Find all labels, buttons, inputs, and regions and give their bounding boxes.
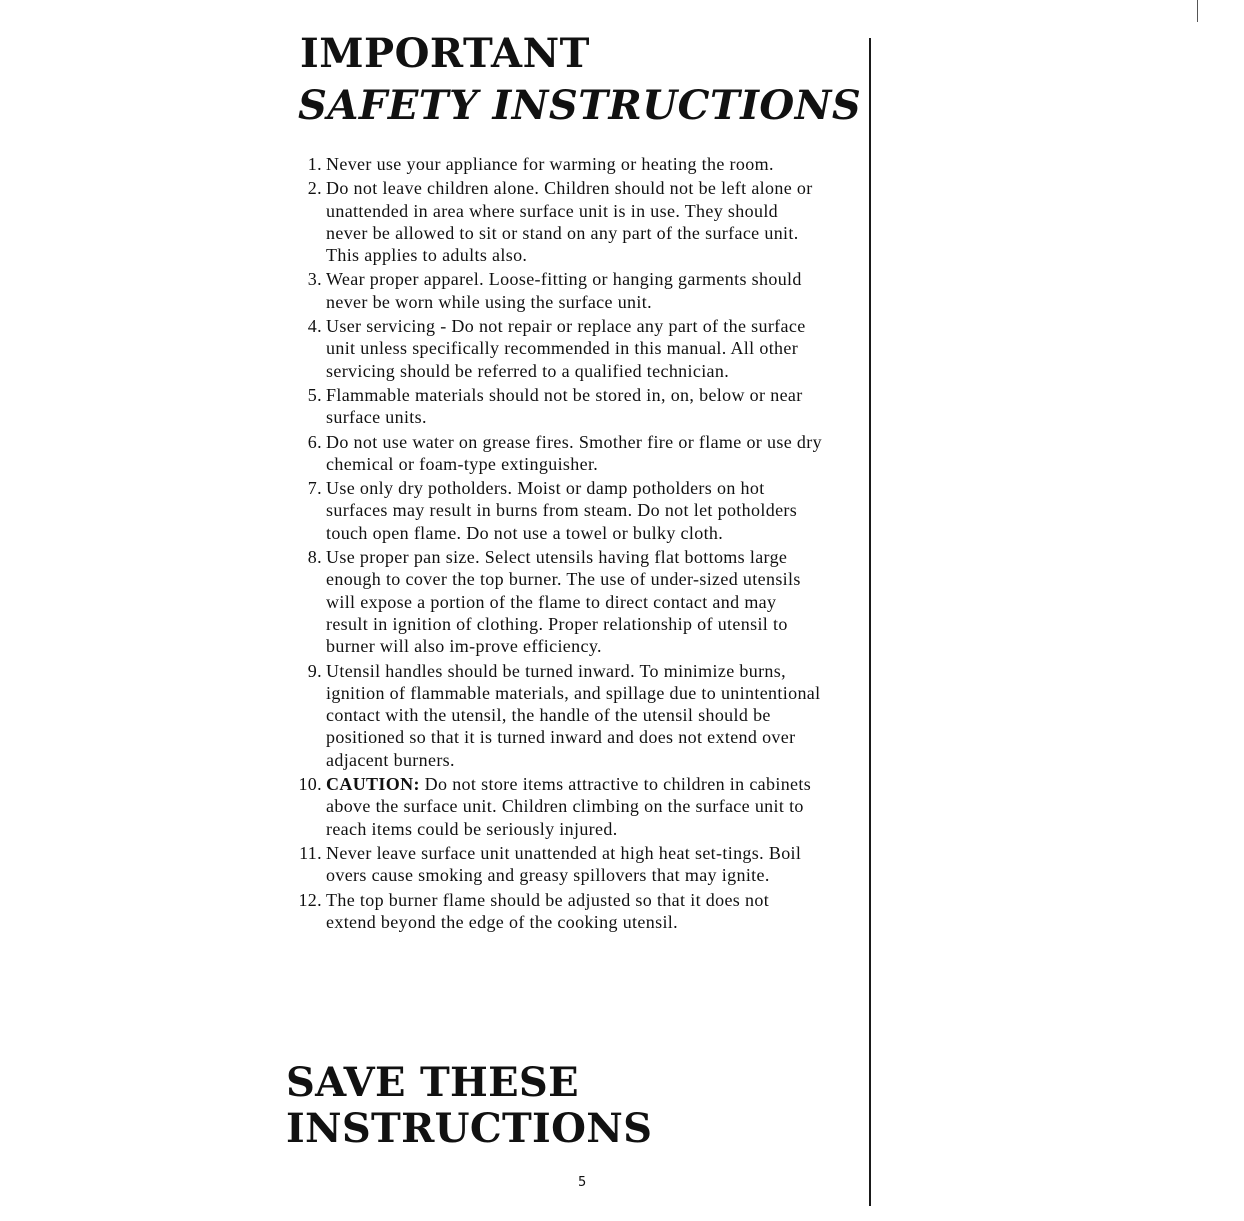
instruction-number: 6. — [307, 431, 322, 452]
instruction-number: 12. — [298, 889, 322, 910]
instruction-number: 4. — [307, 316, 322, 337]
save-line-1: SAVE THESE — [286, 1059, 579, 1106]
instruction-text: Do not use water on grease fires. Smother fire or flame or use dry chemical or foam-type extinguisher. — [326, 431, 822, 474]
instruction-text: Never use your appliance for warming or heating the room. — [326, 154, 774, 174]
save-line-2: INSTRUCTIONS — [286, 1105, 653, 1152]
instruction-item — [282, 268, 822, 313]
heading-important: IMPORTANT — [300, 30, 590, 77]
instruction-text: Use only dry potholders. Moist or damp potholders on hot surfaces may result in burns from steam. Do not let potholders touch open flame. Do not use a towel or bulky cloth. — [326, 478, 798, 543]
caution-label: CAUTION: — [326, 774, 420, 795]
instruction-number: 7. — [307, 478, 322, 499]
instruction-item — [282, 889, 822, 934]
instruction-number: 1. — [307, 154, 322, 174]
instruction-number: 10. — [298, 774, 322, 795]
instruction-item — [282, 384, 822, 429]
instruction-number: 9. — [307, 660, 322, 681]
instruction-text: Utensil handles should be turned inward. To minimize burns, ignition of flammable materials, and spillage due to unintentional contact with the utensil, the handle of the utensil should be positioned so that it is turned inward and does not extend over adjacent burners. — [326, 660, 821, 770]
instruction-item — [282, 773, 822, 840]
instruction-text: Do not store items attractive to children in cabinets above the surface unit. Children climbing on the surface unit to reach items could be seriously injured. — [326, 774, 812, 839]
instruction-item — [282, 546, 822, 657]
instruction-number: 8. — [307, 547, 322, 568]
page-number: 5 — [578, 1175, 587, 1190]
instruction-text: Use proper pan size. Select utensils having flat bottoms large enough to cover the top burner. The use of under-sized utensils will expose a portion of the flame to direct contact and may result in ignition of clothing. Proper relationship of utensil to burner will also im-prove efficiency. — [326, 547, 801, 657]
instruction-item — [282, 315, 822, 382]
instruction-number: 5. — [307, 384, 322, 405]
instruction-item — [282, 431, 822, 476]
instruction-list — [282, 153, 822, 935]
instruction-item — [282, 477, 822, 544]
instruction-text: Never leave surface unit unattended at high heat set-tings. Boil overs cause smoking and greasy spillovers that may ignite. — [326, 842, 802, 886]
instruction-text: Wear proper apparel. Loose-fitting or hanging garments should never be worn while using the surface unit. — [326, 269, 802, 312]
edge-mark — [1197, 0, 1198, 22]
vertical-rule — [869, 38, 871, 1206]
instruction-number: 11. — [299, 842, 322, 863]
instruction-number: 3. — [307, 269, 322, 290]
instruction-text: User servicing - Do not repair or replace any part of the surface unit unless specifically recommended in this manual. All other servicing should be referred to a qualified technician. — [326, 316, 806, 381]
instruction-item — [282, 153, 822, 175]
instruction-text: Do not leave children alone. Children should not be left alone or unattended in area where surface unit is in use. They should never be allowed to sit or stand on any part of the surface unit. This applies to adults also. — [326, 178, 813, 266]
instruction-text: The top burner flame should be adjusted so that it does not extend beyond the edge of the cooking utensil. — [326, 889, 770, 932]
instruction-item — [282, 842, 822, 887]
instruction-item — [282, 177, 822, 266]
save-these-instructions-heading — [286, 1060, 652, 1152]
instruction-number: 2. — [307, 178, 322, 199]
heading-safety-instructions: SAFETY INSTRUCTIONS — [298, 82, 862, 129]
instruction-item — [282, 660, 822, 771]
instruction-text: Flammable materials should not be stored in, on, below or near surface units. — [326, 384, 803, 428]
